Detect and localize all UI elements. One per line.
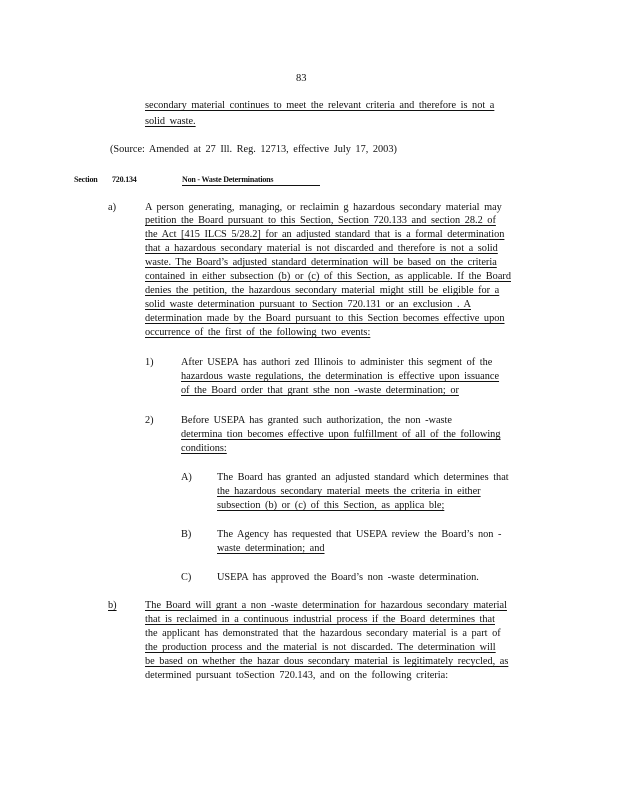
para-b-line-6: determined pursuant toSection 720.143, and on the following criteria: <box>145 670 449 681</box>
item-A-line-1: The Board has granted an adjusted standard which determines that <box>217 472 509 483</box>
item-A-line-2: the hazardous secondary material meets the criteria in either <box>217 486 481 497</box>
item-A-line-3: subsection (b) or (c) of this Section, as applica ble; <box>217 500 445 511</box>
para-b-line-5: be based on whether the hazar dous secondary material is legitimately recycled, as <box>145 656 509 667</box>
section-word: Section <box>74 175 98 184</box>
para-b-line-2: that is reclaimed in a continuous industrial process if the Board determines that <box>145 614 495 625</box>
section-number: 720.134 <box>112 175 137 184</box>
item-C-line-1: USEPA has approved the Board’s non -waste determination. <box>217 572 479 583</box>
item-B-label: B) <box>181 529 192 540</box>
para-b-line-4: the production process and the material is not discarded. The determination will <box>145 642 496 653</box>
para-a-line-4: that a hazardous secondary material is not discarded and therefore is not a solid <box>145 243 498 254</box>
item-1-line-3: of the Board order that grant sthe non -waste determination; or <box>181 385 459 396</box>
item-1-line-1: After USEPA has authori zed Illinois to administer this segment of the <box>181 357 493 368</box>
para-a-line-3: the Act [415 ILCS 5/28.2] for an adjusted standard that is a formal determination <box>145 229 505 240</box>
para-a-line-6: contained in either subsection (b) or (c) of this Section, as applicable. If the Board <box>145 271 511 282</box>
para-a-line-7: denies the petition, the hazardous secondary material might still be eligible for a <box>145 285 500 296</box>
para-a-line-10: occurrence of the first of the following two events: <box>145 327 371 338</box>
item-2-label: 2) <box>145 415 154 426</box>
item-B-line-1: The Agency has requested that USEPA review the Board’s non - <box>217 529 502 540</box>
para-b-line-3: the applicant has demonstrated that the hazardous secondary material is a part of <box>145 628 501 639</box>
item-1-label: 1) <box>145 357 154 368</box>
para-a-line-2: petition the Board pursuant to this Section, Section 720.133 and section 28.2 of <box>145 215 496 226</box>
page-number: 83 <box>296 73 307 84</box>
item-C-label: C) <box>181 572 192 583</box>
source-note: (Source: Amended at 27 Ill. Reg. 12713, effective July 17, 2003) <box>110 144 397 155</box>
para-a-label: a) <box>108 202 116 213</box>
para-a-line-9: determination made by the Board pursuant to this Section becomes effective upon <box>145 313 505 324</box>
para-a-line-5: waste. The Board’s adjusted standard determination will be based on the criteria <box>145 257 497 268</box>
item-2-line-3: conditions: <box>181 443 227 454</box>
para-b-label: b) <box>108 600 117 611</box>
section-title-underline <box>182 185 320 186</box>
item-2-line-1: Before USEPA has granted such authorization, the non -waste <box>181 415 452 426</box>
item-2-line-2: determina tion becomes effective upon fulfillment of all of the following <box>181 429 501 440</box>
para-a-line-8: solid waste determination pursuant to Section 720.131 or an exclusion . A <box>145 299 471 310</box>
item-A-label: A) <box>181 472 192 483</box>
para-b-line-1: The Board will grant a non -waste determination for hazardous secondary material <box>145 600 507 611</box>
section-title: Non - Waste Determinations <box>182 175 274 184</box>
item-B-line-2: waste determination; and <box>217 543 325 554</box>
para-a-line-1: A person generating, managing, or reclaimin g hazardous secondary material may <box>145 202 502 213</box>
top-line-2: solid waste. <box>145 116 196 127</box>
item-1-line-2: hazardous waste regulations, the determination is effective upon issuance <box>181 371 500 382</box>
top-line-1: secondary material continues to meet the relevant criteria and therefore is not a <box>145 100 495 111</box>
